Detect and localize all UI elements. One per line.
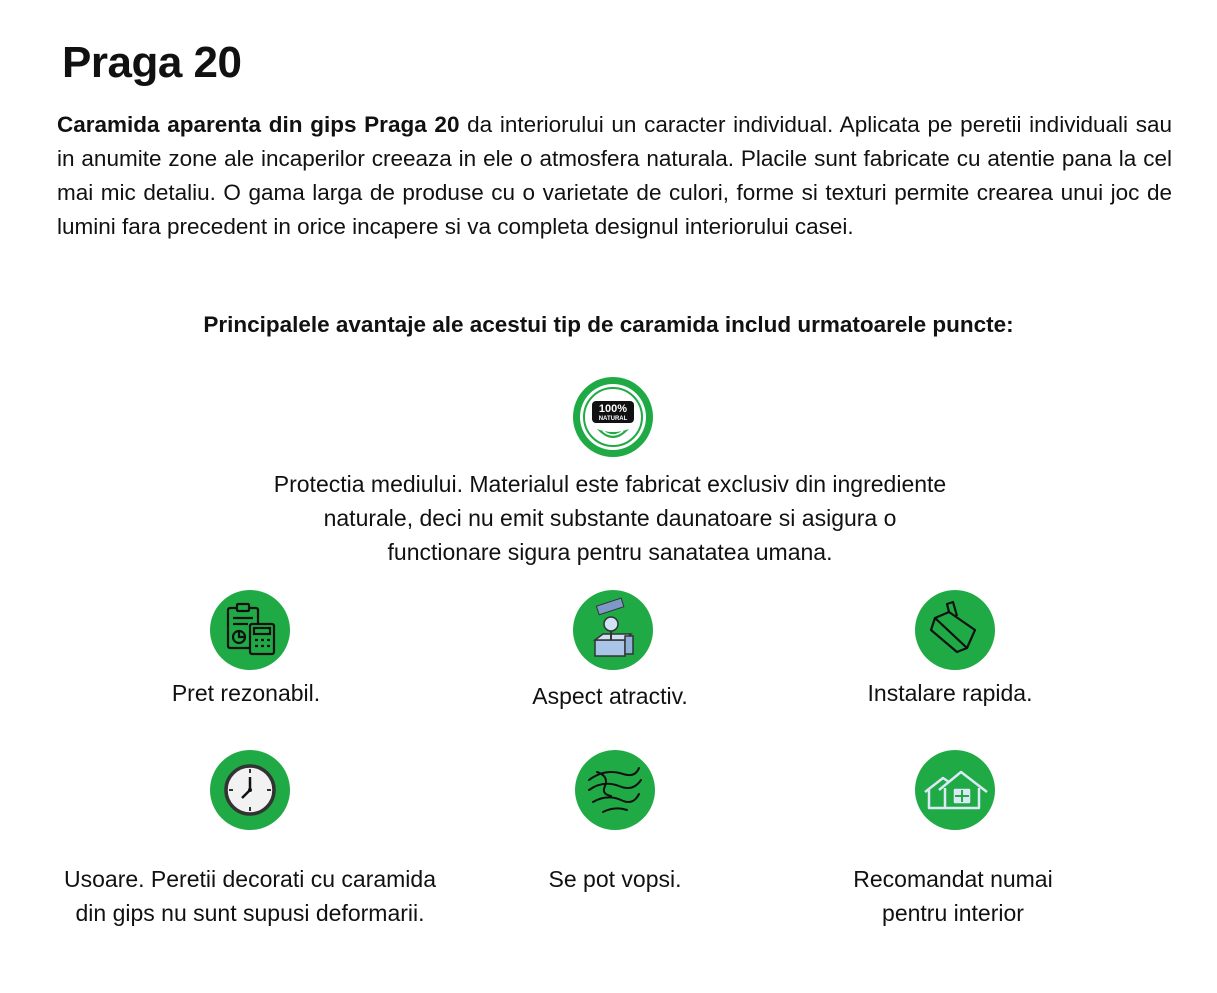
badge-bottom-text: NATURAL bbox=[598, 416, 628, 422]
intro-text: da interiorului un caracter individual. Aplicata pe peretii individuali sau in anumite zone ale incaperilor creeaza in ele o atmosfera naturala. Placile sunt fabricate cu atentie pana la cel mai mic detaliu. O gama larga de produse cu o varietate de culori, forme si texturi permite crearea unui joc de lumini fara precedent in orice incapere si va completa designul interiorului casei. bbox=[57, 112, 1172, 239]
calculator-clipboard-icon bbox=[210, 590, 290, 670]
feature-aspect-text: Aspect atractiv. bbox=[532, 683, 688, 709]
natural-100-icon bbox=[573, 377, 653, 457]
trowel-icon bbox=[915, 590, 995, 670]
gift-box-icon bbox=[573, 590, 653, 670]
feature-natural-text: Protectia mediului. Materialul este fabricat exclusiv din ingrediente naturale, deci nu emit substante daunatoare si asigura o functionare sigura pentru sanatatea umana. bbox=[273, 471, 947, 565]
feature-price-text: Pret rezonabil. bbox=[171, 680, 321, 706]
feature-interior-text: Recomandat numai pentru interior bbox=[853, 866, 1053, 926]
intro-bold-lead: Caramida aparenta din gips Praga 20 bbox=[57, 112, 460, 137]
feature-light-text: Usoare. Peretii decorati cu caramida din gips nu sunt supusi deformarii. bbox=[64, 866, 436, 926]
intro-paragraph bbox=[57, 108, 1172, 244]
clock-icon bbox=[210, 750, 290, 830]
paint-swirl-icon bbox=[575, 750, 655, 830]
badge-top-text: 100% bbox=[598, 403, 628, 415]
feature-paint-text: Se pot vopsi. bbox=[548, 866, 682, 892]
house-icon bbox=[915, 750, 995, 830]
advantages-heading: Principalele avantaje ale acestui tip de caramida includ urmatoarele puncte: bbox=[203, 312, 1014, 337]
feature-install-text: Instalare rapida. bbox=[867, 680, 1033, 706]
page-title: Praga 20 bbox=[62, 38, 242, 87]
